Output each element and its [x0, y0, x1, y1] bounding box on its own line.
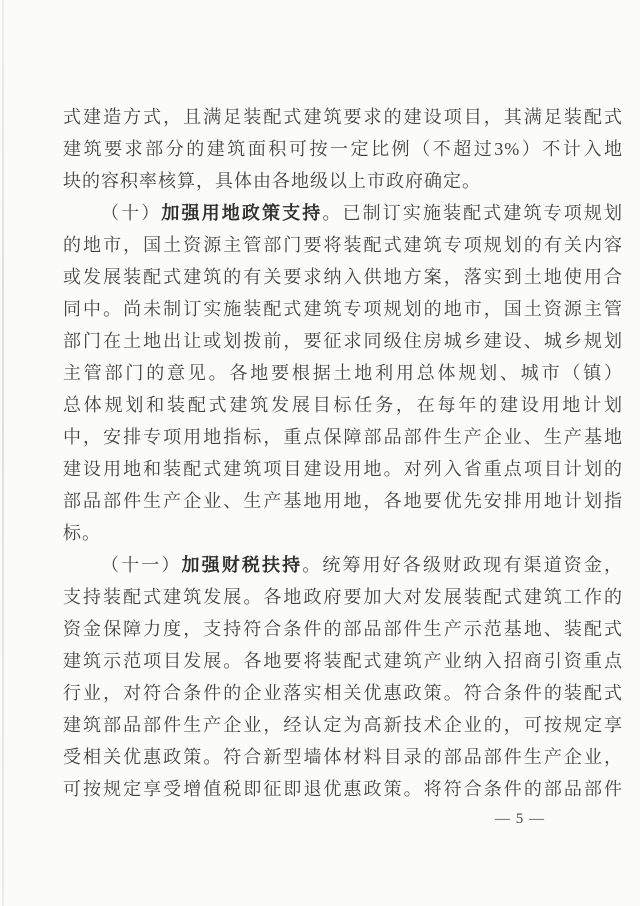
- section-heading: 加强用地政策支持: [161, 203, 323, 223]
- text-line: 中，安排专项用地指标，重点保障部品部件生产企业、生产基地: [63, 427, 623, 447]
- scan-edge-artifact: [2, 0, 4, 906]
- section-heading: 加强财税扶持: [181, 555, 303, 575]
- section-number: （十）: [101, 203, 162, 223]
- text-line: 行业，对符合条件的企业落实相关优惠政策。符合条件的装配式: [63, 683, 623, 703]
- text-line: 部门在土地出让或划拨前，要征求同级住房城乡建设、城乡规划: [63, 331, 623, 351]
- page-number: — 5 —: [495, 811, 545, 827]
- text-line: 部品部件生产企业、生产基地用地，各地要优先安排用地计划指: [63, 491, 623, 511]
- text-line: 建筑部品部件生产企业，经认定为高新技术企业的，可按规定享: [63, 715, 623, 735]
- section-number: （十一）: [101, 555, 182, 575]
- text-line-section-10: [63, 197, 623, 229]
- text-line: 式建造方式，且满足装配式建筑要求的建设项目，其满足装配式: [63, 107, 623, 127]
- text-line: 受相关优惠政策。符合新型墙体材料目录的部品部件生产企业，: [63, 747, 623, 767]
- text-line: 同中。尚未制订实施装配式建筑专项规划的地市，国土资源主管: [63, 299, 623, 319]
- text-line: 建设用地和装配式建筑项目建设用地。对列入省重点项目计划的: [63, 459, 623, 479]
- text-line: 或发展装配式建筑的有关要求纳入供地方案，落实到土地使用合: [63, 267, 623, 287]
- section-body-text: 。统筹用好各级财政现有渠道资金，: [302, 555, 623, 575]
- document-body: [63, 101, 623, 805]
- text-line: 建筑示范项目发展。各地要将装配式建筑产业纳入招商引资重点: [63, 651, 623, 671]
- text-line: 块的容积率核算，具体由各地级以上市政府确定。: [63, 171, 481, 191]
- section-body-text: 。已制订实施装配式建筑专项规划: [322, 203, 623, 223]
- text-line: 标。: [63, 523, 101, 543]
- text-line-section-11: [63, 549, 623, 581]
- text-line: 主管部门的意见。各地要根据土地利用总体规划、城市（镇）: [63, 363, 623, 383]
- text-line: 可按规定享受增值税即征即退优惠政策。将符合条件的部品部件: [63, 779, 623, 799]
- text-line: 资金保障力度，支持符合条件的部品部件生产示范基地、装配式: [63, 619, 623, 639]
- text-line: 的地市，国土资源主管部门要将装配式建筑专项规划的有关内容: [63, 235, 623, 255]
- text-line: 建筑要求部分的建筑面积可按一定比例（不超过3%）不计入地: [63, 139, 623, 159]
- text-line: 总体规划和装配式建筑发展目标任务，在每年的建设用地计划: [63, 395, 623, 415]
- text-line: 支持装配式建筑发展。各地政府要加大对发展装配式建筑工作的: [63, 587, 623, 607]
